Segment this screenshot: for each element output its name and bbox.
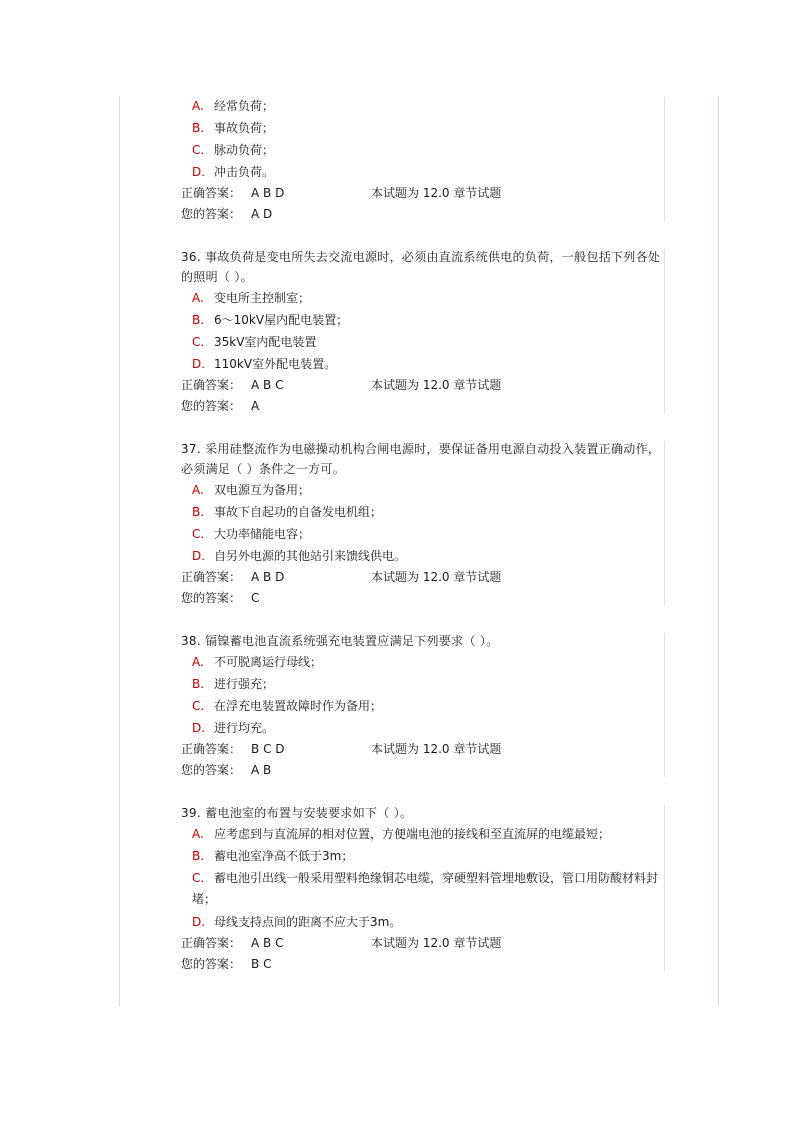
correct-answer-value: A B D (251, 570, 285, 584)
correct-answer-value: B C D (251, 742, 285, 756)
correct-answer-value: A B D (251, 186, 285, 200)
option-d (181, 717, 661, 739)
option-letter: D. (192, 165, 206, 179)
page-frame-left-border (119, 96, 120, 1006)
question-meta: 本试题为 12.0 章节试题 (371, 378, 502, 392)
option-text: 110kV室外配电装置。 (214, 357, 337, 371)
your-answer-label: 您的答案： (181, 763, 242, 777)
your-answer-value: B C (251, 957, 272, 971)
option-d (181, 353, 661, 375)
option-text: 冲击负荷。 (214, 165, 275, 179)
option-a (181, 479, 661, 501)
option-letter: B. (192, 121, 205, 135)
option-letter: D. (192, 721, 206, 735)
question-38 (181, 631, 661, 781)
correct-answer-row (181, 567, 661, 588)
question-list (181, 95, 661, 975)
your-answer-row (181, 396, 661, 417)
option-b (181, 309, 661, 331)
block-divider (664, 805, 665, 971)
block-divider (664, 441, 665, 605)
question-meta: 本试题为 12.0 章节试题 (371, 186, 502, 200)
option-b (181, 501, 661, 523)
option-d (181, 545, 661, 567)
your-answer-value: A D (251, 207, 273, 221)
correct-answer-value: A B C (251, 936, 284, 950)
block-divider (664, 249, 665, 413)
option-c (181, 331, 661, 353)
correct-answer-label: 正确答案： (181, 186, 242, 200)
option-letter: A. (192, 483, 204, 497)
question-39 (181, 803, 661, 975)
option-letter: B. (192, 313, 205, 327)
correct-answer-row (181, 739, 661, 760)
correct-answer-row (181, 183, 661, 204)
question-text: 37. 采用硅整流作为电磁操动机构合闸电源时，要保证备用电源自动投入装置正确动作，必须满足（ ）条件之一方可。 (181, 442, 661, 476)
option-letter: B. (192, 849, 205, 863)
your-answer-label: 您的答案： (181, 207, 242, 221)
option-text: 母线支持点间的距离不应大于3m。 (214, 915, 402, 929)
option-letter: A. (192, 99, 204, 113)
correct-answer-label: 正确答案： (181, 570, 242, 584)
option-letter: D. (192, 549, 206, 563)
your-answer-value: A (251, 399, 260, 413)
question-meta: 本试题为 12.0 章节试题 (371, 570, 502, 584)
correct-answer-label: 正确答案： (181, 742, 242, 756)
option-letter: A. (192, 827, 204, 841)
option-text: 自另外电源的其他站引来馈线供电。 (214, 549, 407, 563)
option-letter: C. (192, 335, 205, 349)
question-meta: 本试题为 12.0 章节试题 (371, 936, 502, 950)
option-text: 6～10kV屋内配电装置； (214, 313, 349, 327)
option-d (181, 161, 661, 183)
question-37 (181, 439, 661, 609)
correct-answer-value: A B C (251, 378, 284, 392)
your-answer-row (181, 760, 661, 781)
option-letter: B. (192, 677, 205, 691)
correct-answer-row (181, 375, 661, 396)
question-text: 39. 蓄电池室的布置与安装要求如下（ ）。 (181, 806, 413, 820)
option-text: 事故负荷； (214, 121, 275, 135)
question-text: 36. 事故负荷是变电所失去交流电源时，必须由直流系统供电的负荷，一般包括下列各处的照明（ ）。 (181, 250, 661, 284)
option-text: 双电源互为备用； (214, 483, 311, 497)
your-answer-value: A B (251, 763, 272, 777)
option-letter: A. (192, 655, 204, 669)
option-c (181, 139, 661, 161)
option-letter: C. (192, 871, 205, 885)
option-b (181, 845, 661, 867)
question-text: 38. 镉镍蓄电池直流系统强充电装置应满足下列要求（ ）。 (181, 634, 499, 648)
your-answer-row (181, 588, 661, 609)
option-text: 蓄电池引出线一般采用塑料绝缘铜芯电缆，穿硬塑料管埋地敷设，管口用防酸材料封堵； (192, 871, 659, 906)
option-letter: B. (192, 505, 205, 519)
block-divider (664, 633, 665, 777)
option-text: 经常负荷； (214, 99, 275, 113)
your-answer-value: C (251, 591, 260, 605)
option-letter: C. (192, 699, 205, 713)
option-text: 在浮充电装置故障时作为备用； (214, 699, 383, 713)
option-letter: C. (192, 527, 205, 541)
question-35 (181, 95, 661, 225)
option-letter: D. (192, 357, 206, 371)
correct-answer-label: 正确答案： (181, 378, 242, 392)
option-c (181, 695, 661, 717)
option-c (181, 523, 661, 545)
option-c (181, 867, 661, 911)
option-text: 蓄电池室净高不低于3m； (214, 849, 354, 863)
your-answer-row (181, 954, 661, 975)
your-answer-label: 您的答案： (181, 591, 242, 605)
option-b (181, 117, 661, 139)
your-answer-row (181, 204, 661, 225)
option-text: 脉动负荷； (214, 143, 275, 157)
option-b (181, 673, 661, 695)
option-letter: D. (192, 915, 206, 929)
option-text: 不可脱离运行母线； (214, 655, 323, 669)
your-answer-label: 您的答案： (181, 399, 242, 413)
option-text: 35kV室内配电装置 (214, 335, 317, 349)
option-text: 变电所主控制室； (214, 291, 311, 305)
correct-answer-label: 正确答案： (181, 936, 242, 950)
option-text: 进行强充； (214, 677, 275, 691)
your-answer-label: 您的答案： (181, 957, 242, 971)
option-text: 事故下自起功的自备发电机组； (214, 505, 383, 519)
option-a (181, 95, 661, 117)
option-d (181, 911, 661, 933)
option-letter: C. (192, 143, 205, 157)
block-divider (664, 97, 665, 221)
question-36 (181, 247, 661, 417)
question-meta: 本试题为 12.0 章节试题 (371, 742, 502, 756)
option-a (181, 823, 661, 845)
option-text: 大功率储能电容； (214, 527, 311, 541)
option-letter: A. (192, 291, 204, 305)
option-text: 进行均充。 (214, 721, 275, 735)
page-frame-right-border (718, 96, 719, 1006)
option-a (181, 651, 661, 673)
correct-answer-row (181, 933, 661, 954)
option-a (181, 287, 661, 309)
option-text: 应考虑到与直流屏的相对位置，方便端电池的接线和至直流屏的电缆最短； (214, 827, 611, 841)
